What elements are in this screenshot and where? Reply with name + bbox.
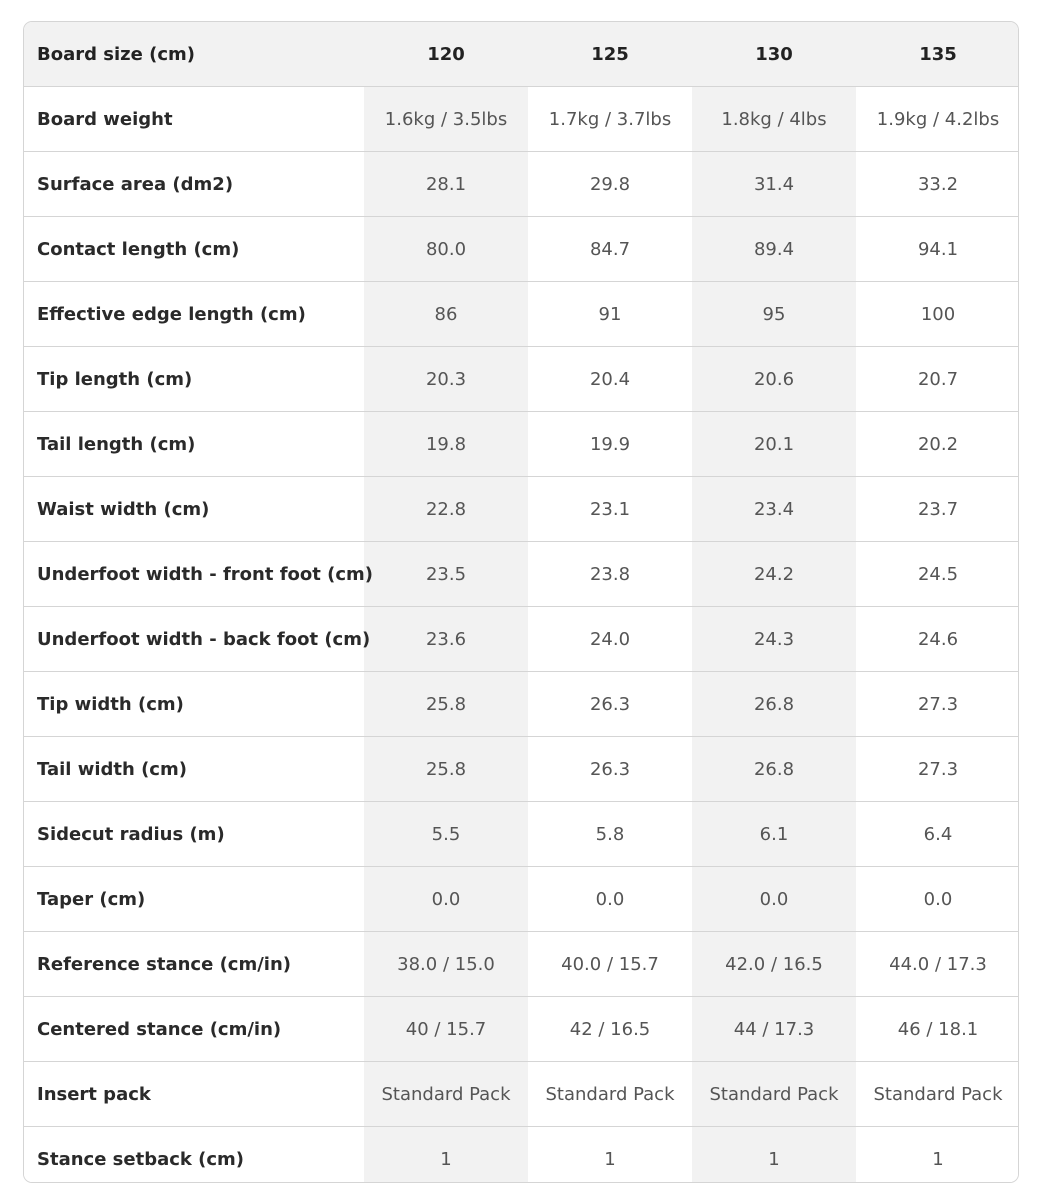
spec-value: 0.0	[364, 867, 528, 932]
table-row	[24, 477, 1019, 542]
row-label: Sidecut radius (m)	[24, 802, 364, 867]
table-row	[24, 607, 1019, 672]
spec-value: Standard Pack	[856, 1062, 1019, 1127]
spec-value: 20.7	[856, 347, 1019, 412]
spec-value: 42.0 / 16.5	[692, 932, 856, 997]
table-row	[24, 542, 1019, 607]
spec-value: 24.6	[856, 607, 1019, 672]
spec-value: 1	[856, 1127, 1019, 1184]
spec-value: 89.4	[692, 217, 856, 282]
row-label: Tail length (cm)	[24, 412, 364, 477]
spec-value: 1.7kg / 3.7lbs	[528, 87, 692, 152]
spec-value: 27.3	[856, 737, 1019, 802]
spec-value: 5.8	[528, 802, 692, 867]
spec-table-container	[23, 21, 1019, 1183]
spec-value: 33.2	[856, 152, 1019, 217]
spec-value: 26.3	[528, 737, 692, 802]
spec-value: 0.0	[692, 867, 856, 932]
row-label: Tail width (cm)	[24, 737, 364, 802]
spec-value: 40 / 15.7	[364, 997, 528, 1062]
table-row	[24, 412, 1019, 477]
spec-value: 29.8	[528, 152, 692, 217]
spec-value: 6.4	[856, 802, 1019, 867]
spec-value: 44.0 / 17.3	[856, 932, 1019, 997]
spec-value: 20.3	[364, 347, 528, 412]
table-row	[24, 997, 1019, 1062]
spec-value: Standard Pack	[364, 1062, 528, 1127]
spec-value: 26.3	[528, 672, 692, 737]
spec-value: 80.0	[364, 217, 528, 282]
spec-value: 86	[364, 282, 528, 347]
row-label: Taper (cm)	[24, 867, 364, 932]
spec-value: 24.3	[692, 607, 856, 672]
table-row	[24, 802, 1019, 867]
table-row	[24, 867, 1019, 932]
spec-value: 23.6	[364, 607, 528, 672]
table-row	[24, 282, 1019, 347]
row-label: Contact length (cm)	[24, 217, 364, 282]
spec-value: 31.4	[692, 152, 856, 217]
row-label: Centered stance (cm/in)	[24, 997, 364, 1062]
spec-value: 28.1	[364, 152, 528, 217]
spec-value: 1	[692, 1127, 856, 1184]
spec-value: 23.8	[528, 542, 692, 607]
spec-value: 100	[856, 282, 1019, 347]
table-row	[24, 932, 1019, 997]
spec-value: 84.7	[528, 217, 692, 282]
row-label: Effective edge length (cm)	[24, 282, 364, 347]
row-label: Insert pack	[24, 1062, 364, 1127]
row-label: Board weight	[24, 87, 364, 152]
spec-value: 19.8	[364, 412, 528, 477]
row-label: Stance setback (cm)	[24, 1127, 364, 1184]
table-row	[24, 152, 1019, 217]
header-label: Board size (cm)	[24, 22, 364, 87]
spec-value: 42 / 16.5	[528, 997, 692, 1062]
table-row	[24, 87, 1019, 152]
spec-value: 0.0	[856, 867, 1019, 932]
row-label: Underfoot width - back foot (cm)	[24, 607, 364, 672]
spec-value: 44 / 17.3	[692, 997, 856, 1062]
spec-value: 25.8	[364, 737, 528, 802]
spec-value: 20.1	[692, 412, 856, 477]
spec-value: 20.6	[692, 347, 856, 412]
row-label: Surface area (dm2)	[24, 152, 364, 217]
spec-value: 1	[364, 1127, 528, 1184]
spec-value: 94.1	[856, 217, 1019, 282]
spec-value: 27.3	[856, 672, 1019, 737]
row-label: Underfoot width - front foot (cm)	[24, 542, 364, 607]
spec-value: 1.6kg / 3.5lbs	[364, 87, 528, 152]
header-size: 135	[856, 22, 1019, 87]
table-row	[24, 217, 1019, 282]
board-spec-table	[24, 22, 1019, 1183]
spec-value: 23.1	[528, 477, 692, 542]
spec-value: 6.1	[692, 802, 856, 867]
spec-value: 23.7	[856, 477, 1019, 542]
spec-value: 24.0	[528, 607, 692, 672]
table-body	[24, 87, 1019, 1184]
table-row	[24, 1127, 1019, 1184]
spec-value: 1.9kg / 4.2lbs	[856, 87, 1019, 152]
spec-value: 24.5	[856, 542, 1019, 607]
spec-value: 22.8	[364, 477, 528, 542]
spec-value: 95	[692, 282, 856, 347]
header-size: 130	[692, 22, 856, 87]
table-row	[24, 737, 1019, 802]
header-row	[24, 22, 1019, 87]
table-row	[24, 672, 1019, 737]
spec-value: 24.2	[692, 542, 856, 607]
row-label: Waist width (cm)	[24, 477, 364, 542]
table-row	[24, 1062, 1019, 1127]
row-label: Reference stance (cm/in)	[24, 932, 364, 997]
spec-value: Standard Pack	[692, 1062, 856, 1127]
spec-value: 0.0	[528, 867, 692, 932]
table-row	[24, 347, 1019, 412]
spec-value: 91	[528, 282, 692, 347]
spec-value: 40.0 / 15.7	[528, 932, 692, 997]
spec-value: 26.8	[692, 737, 856, 802]
header-size: 125	[528, 22, 692, 87]
table-header	[24, 22, 1019, 87]
spec-value: 5.5	[364, 802, 528, 867]
spec-value: 23.4	[692, 477, 856, 542]
spec-value: 23.5	[364, 542, 528, 607]
header-size: 120	[364, 22, 528, 87]
row-label: Tip length (cm)	[24, 347, 364, 412]
spec-value: 1.8kg / 4lbs	[692, 87, 856, 152]
spec-value: 38.0 / 15.0	[364, 932, 528, 997]
spec-value: 20.4	[528, 347, 692, 412]
spec-value: 1	[528, 1127, 692, 1184]
spec-value: 25.8	[364, 672, 528, 737]
spec-value: 26.8	[692, 672, 856, 737]
spec-value: 20.2	[856, 412, 1019, 477]
spec-value: 19.9	[528, 412, 692, 477]
row-label: Tip width (cm)	[24, 672, 364, 737]
spec-value: Standard Pack	[528, 1062, 692, 1127]
spec-value: 46 / 18.1	[856, 997, 1019, 1062]
